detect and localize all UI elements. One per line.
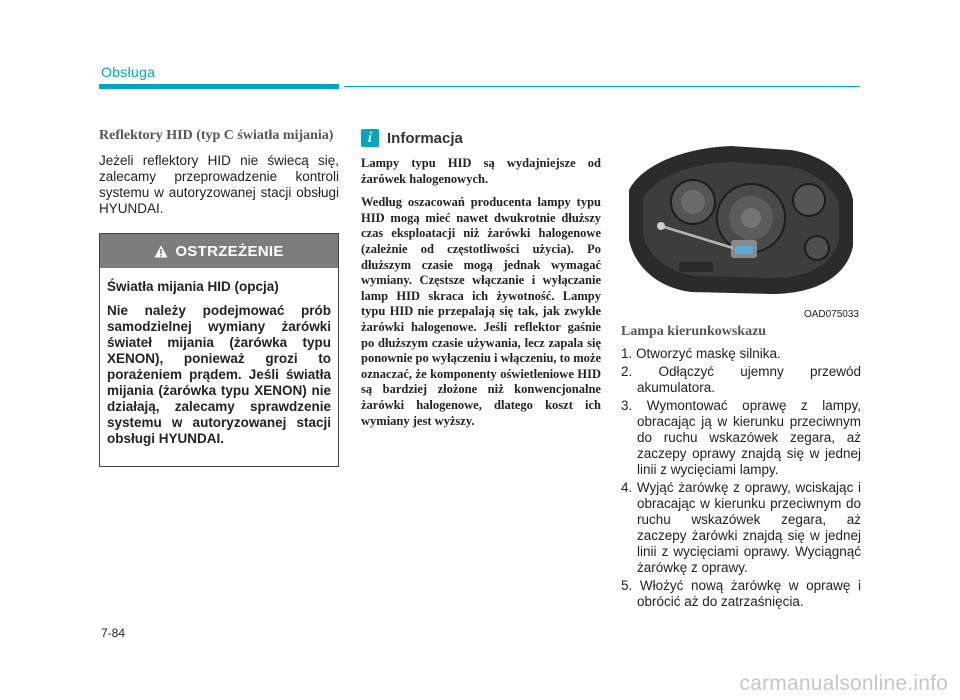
middle-column bbox=[361, 128, 601, 429]
figure-code: OAD075033 bbox=[803, 309, 859, 320]
left-column bbox=[99, 128, 339, 217]
warning-text: Nie należy podejmować prób samodzielnej wymiany żarówki świateł mijania (żarówka typu XENON), ponieważ grozi to porażeniem prądem. Jeśli światła mijania (żarówka typu XENON) nie działają, zalecamy sprawdzenie systemu w autoryzowanej stacji obsługi HYUNDAI. bbox=[107, 303, 331, 446]
right-column bbox=[621, 324, 861, 612]
warning-box bbox=[99, 233, 339, 467]
info-title: Informacja bbox=[387, 129, 463, 147]
info-header bbox=[361, 128, 601, 148]
info-paragraph-2: Według oszacowań producenta lampy typu HID mogą mieć nawet dwukrotnie dłuższy czas eksploatacji niż żarówki halogenowe (zależnie od częstotliwości użycia). Po dłuższym czasie mogą jednak wymagać wymiany. Częstsze włączanie i wyłączanie lamp HID skraca ich żywotność. Lampy typu HID nie przepalają się tak, jak zwykłe żarówki halogenowe. Jeśli reflektor gaśnie po dłuższym czasie używania, lecz zapala się ponownie po wyłączeniu i włączeniu, to może oznaczać, że komponenty oświetleniowe HID są bardziej złożone niż konwencjonalne żarówki halogenowe, dlatego koszt ich wymiany jest wyższy. bbox=[361, 195, 601, 428]
steps-list bbox=[621, 346, 861, 610]
warning-body bbox=[100, 268, 338, 447]
hid-heading: Reflektory HID (typ C światła mijania) bbox=[99, 128, 334, 143]
info-paragraph-1: Lampy typu HID są wydajniejsze od żarówek halogenowych. bbox=[361, 156, 601, 186]
warning-label: OSTRZEŻENIE bbox=[175, 242, 284, 260]
headlamp-illustration bbox=[621, 128, 861, 322]
info-icon: i bbox=[361, 129, 379, 147]
page-number: 7-84 bbox=[101, 626, 126, 640]
header-rule-thick bbox=[99, 84, 339, 89]
warning-triangle-icon bbox=[154, 245, 168, 258]
step-item: 2. Odłączyć ujemny przewód akumulatora. bbox=[621, 364, 861, 395]
section-title: Obsługa bbox=[101, 64, 156, 80]
headlamp-figure bbox=[621, 128, 861, 322]
step-item: 5. Włożyć nową żarówkę w oprawę i obrócić aż do zatrzaśnięcia. bbox=[621, 578, 861, 609]
warning-header bbox=[100, 234, 338, 268]
watermark: carmanualsonline.info bbox=[739, 672, 948, 695]
header-rule-thin bbox=[344, 86, 860, 87]
warning-title: Światła mijania HID (opcja) bbox=[107, 279, 279, 294]
step-item: 3. Wymontować oprawę z lampy, obracając ją w kierunku przeciwnym do ruchu wskazówek zegara, aż zaczepy oprawy znajdą się w jednej linii z wycięciami lampy. bbox=[621, 398, 861, 477]
hid-intro-text: Jeżeli reflektory HID nie świecą się, zalecamy przeprowadzenie kontroli systemu w autoryzowanej stacji obsługi HYUNDAI. bbox=[99, 153, 339, 216]
turn-signal-heading: Lampa kierunkowskazu bbox=[621, 324, 767, 339]
step-item: 4. Wyjąć żarówkę z oprawy, wciskając i obracając w kierunku przeciwnym do ruchu wskazówek zegara, aż zaczepy żarówki znajdą się w jednej linii z wycięciami oprawy. Wyciągnąć żarówkę z oprawy. bbox=[621, 480, 861, 575]
step-item: 1. Otworzyć maskę silnika. bbox=[621, 346, 781, 361]
